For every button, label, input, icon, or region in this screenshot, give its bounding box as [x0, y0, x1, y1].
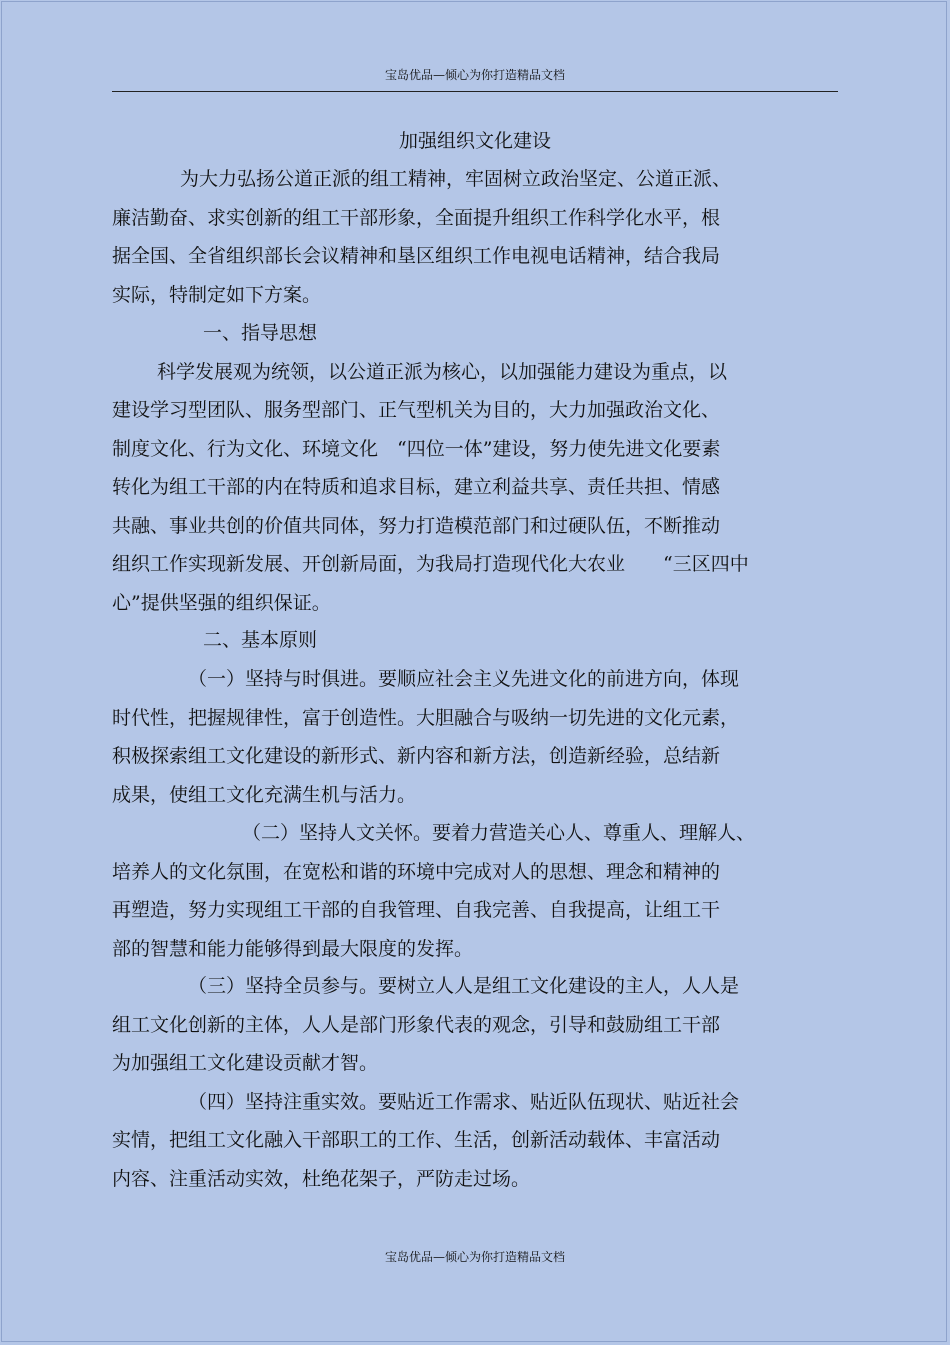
body-line: 心”提供坚强的组织保证。 [112, 592, 331, 614]
body-line: （三）坚持全员参与。要树立人人是组工文化建设的主人，人人是 [188, 975, 740, 997]
body-line: 制度文化、行为文化、环境文化 “四位一体”建设，努力使先进文化要素 [112, 438, 721, 460]
body-line: 廉洁勤奋、求实创新的组工干部形象，全面提升组织工作科学化水平，根 [112, 207, 721, 229]
body-line: 科学发展观为统领，以公道正派为核心，以加强能力建设为重点，以 [157, 361, 728, 383]
body-line: （四）坚持注重实效。要贴近工作需求、贴近队伍现状、贴近社会 [188, 1091, 740, 1113]
body-line: 为大力弘扬公道正派的组工精神，牢固树立政治坚定、公道正派、 [180, 168, 732, 190]
body-line: （一）坚持与时俱进。要顺应社会主义先进文化的前进方向，体现 [188, 668, 740, 690]
body-line: 内容、注重活动实效，杜绝花架子，严防走过场。 [112, 1168, 531, 1190]
section-heading: 二、基本原则 [203, 629, 318, 651]
body-line: 组工文化创新的主体，人人是部门形象代表的观念，引导和鼓励组工干部 [112, 1014, 721, 1036]
body-line: 时代性，把握规律性，富于创造性。大胆融合与吸纳一切先进的文化元素， [112, 707, 740, 729]
body-line: 实际，特制定如下方案。 [112, 284, 322, 306]
page-header: 宝岛优品—倾心为你打造精品文档 [384, 68, 565, 82]
section-heading: 一、指导思想 [203, 322, 318, 344]
body-line: 为加强组工文化建设贡献才智。 [112, 1052, 379, 1074]
document-title: 加强组织文化建设 [398, 130, 551, 152]
body-line: 转化为组工干部的内在特质和追求目标，建立利益共享、责任共担、情感 [112, 476, 721, 498]
body-line: 成果，使组工文化充满生机与活力。 [112, 784, 417, 806]
body-line: 实情，把组工文化融入干部职工的工作、生活，创新活动载体、丰富活动 [112, 1129, 721, 1151]
body-line: 据全国、全省组织部长会议精神和垦区组织工作电视电话精神，结合我局 [112, 245, 721, 267]
body-line: 建设学习型团队、服务型部门、正气型机关为目的，大力加强政治文化、 [112, 399, 721, 421]
page-footer: 宝岛优品—倾心为你打造精品文档 [384, 1250, 565, 1264]
header-rule [112, 91, 838, 92]
body-line: 共融、事业共创的价值共同体，努力打造模范部门和过硬队伍，不断推动 [112, 515, 721, 537]
body-line: 再塑造，努力实现组工干部的自我管理、自我完善、自我提高，让组工干 [112, 899, 721, 921]
body-line: （二）坚持人文关怀。要着力营造关心人、尊重人、理解人、 [242, 822, 756, 844]
body-line: 积极探索组工文化建设的新形式、新内容和新方法，创造新经验，总结新 [112, 745, 721, 767]
body-line: 部的智慧和能力能够得到最大限度的发挥。 [112, 938, 474, 960]
body-line: 组织工作实现新发展、开创新局面，为我局打造现代化大农业 “三区四中 [112, 553, 749, 575]
body-line: 培养人的文化氛围，在宽松和谐的环境中完成对人的思想、理念和精神的 [112, 861, 721, 883]
